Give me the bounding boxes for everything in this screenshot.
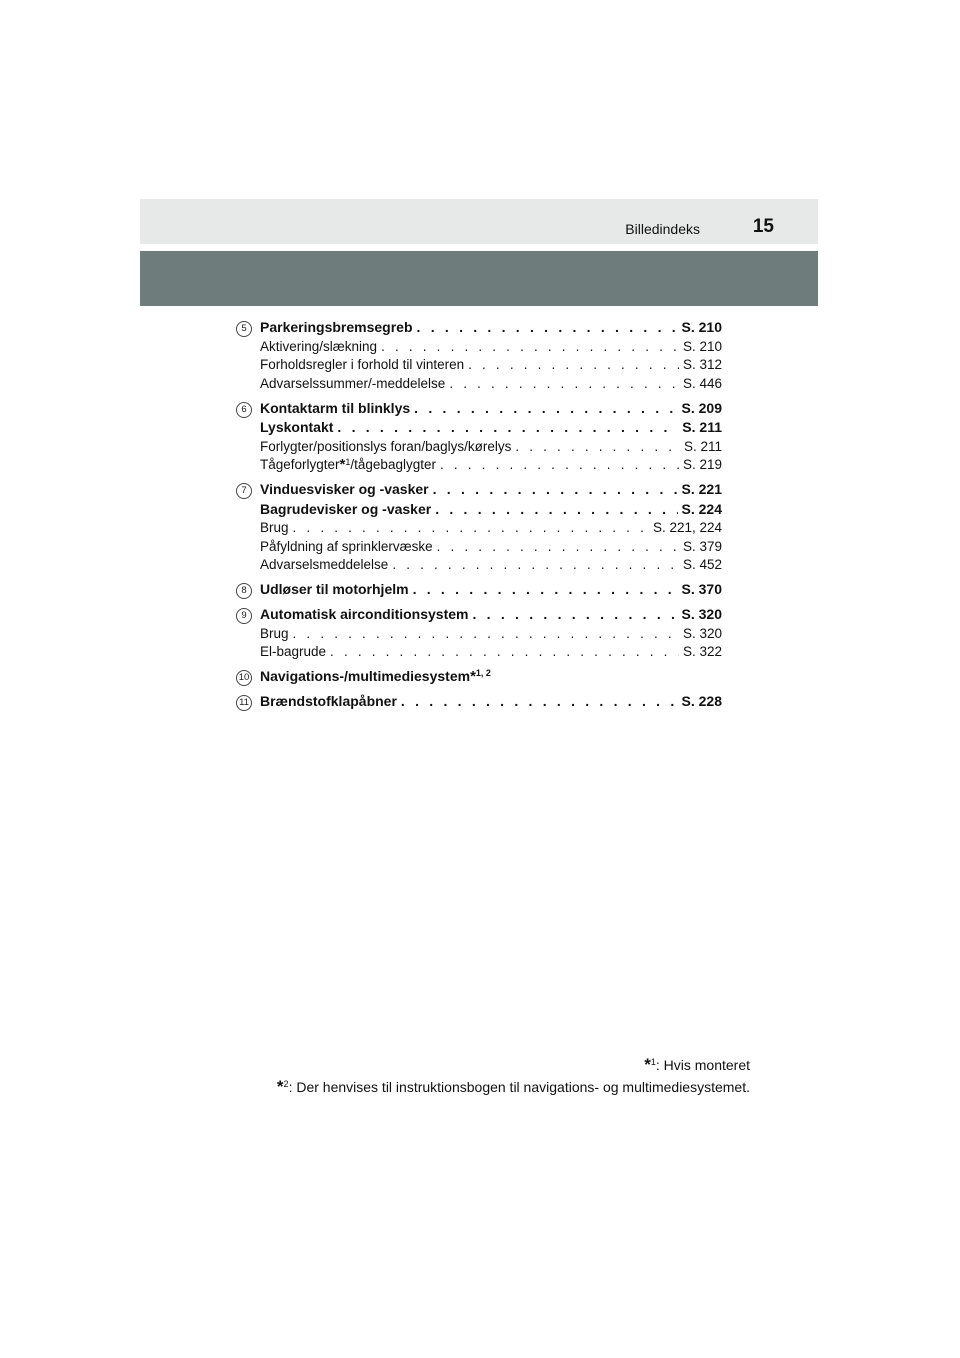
entry-label: [260, 625, 289, 644]
entry-label-text: Påfyldning af sprinklervæske: [260, 538, 433, 554]
page-reference[interactable]: S. 312: [682, 357, 722, 372]
page-reference[interactable]: S. 221: [681, 481, 722, 497]
footnote-mark: 2: [283, 1079, 289, 1089]
index-subentry[interactable]: [260, 556, 722, 575]
dot-leader: [392, 556, 679, 575]
index-subentry[interactable]: [260, 643, 722, 662]
page-reference[interactable]: S. 210: [681, 319, 722, 335]
index-group: [236, 605, 722, 662]
footnote-mark: 1, 2: [475, 668, 491, 678]
entry-label: [260, 538, 433, 557]
entry-label: [260, 318, 413, 338]
entry-label-text: Brændstofklapåbner: [260, 693, 397, 709]
dot-leader: [435, 500, 677, 520]
footnote-star: *: [644, 1055, 651, 1074]
index-entry[interactable]: [260, 667, 722, 687]
page-reference[interactable]: S. 370: [681, 581, 722, 597]
dot-leader: [293, 519, 649, 538]
footnote-mark: 1: [345, 457, 351, 467]
entry-label-text: Aktivering/slækning: [260, 338, 378, 354]
entry-label: [260, 438, 511, 457]
page-reference[interactable]: S. 320: [682, 625, 722, 641]
footnote-text: : Hvis monteret: [655, 1057, 750, 1073]
entry-label-text: Brug: [260, 520, 289, 535]
entry-label-text: Bagrudevisker og -vasker: [260, 500, 432, 517]
dot-leader: [417, 318, 678, 338]
entry-label: [260, 580, 409, 600]
item-number-badge: 6: [236, 402, 252, 418]
index-group: [236, 692, 722, 712]
entry-label-text: Forholdsregler i forhold til vinteren: [260, 357, 465, 372]
item-number-badge: 10: [236, 670, 252, 686]
page-number: 15: [752, 216, 774, 237]
index-group: [236, 580, 722, 600]
index-subentry[interactable]: [260, 625, 722, 644]
index-group: [236, 667, 722, 687]
entry-label: [260, 456, 436, 475]
index-group: [236, 480, 722, 575]
page-reference[interactable]: S. 209: [681, 399, 722, 416]
entry-label-text: Tågeforlygter: [260, 457, 340, 472]
page-reference[interactable]: S. 446: [682, 375, 722, 391]
dot-leader: [401, 692, 678, 712]
dot-leader: [468, 356, 679, 375]
index-entry[interactable]: [260, 692, 722, 712]
footnote: [277, 1076, 750, 1098]
dot-leader: [381, 338, 679, 357]
section-name: Billedindeks: [625, 221, 700, 237]
index-entry[interactable]: [260, 605, 722, 625]
entry-label-text: Vinduesvisker og -vasker: [260, 481, 429, 497]
footnote-star: *: [470, 668, 476, 685]
footnote-star: *: [339, 456, 346, 473]
section-banner: [140, 251, 818, 306]
index-group: [236, 318, 722, 393]
entry-label: [260, 556, 388, 575]
dot-leader: [413, 580, 678, 600]
entry-label-text: Forlygter/positionslys foran/baglys/kørelys: [260, 438, 512, 454]
page-reference[interactable]: S. 379: [682, 538, 722, 554]
entry-label: [260, 605, 469, 625]
entry-label-text: Brug: [260, 625, 289, 641]
dot-leader: [473, 605, 678, 625]
page-reference[interactable]: S. 221, 224: [652, 520, 722, 535]
page-reference[interactable]: S. 211: [682, 419, 722, 435]
page-reference[interactable]: S. 322: [682, 644, 722, 659]
page-reference[interactable]: S. 320: [681, 606, 722, 622]
entry-label-text: Advarselsmeddelelse: [260, 557, 389, 572]
entry-label: [260, 338, 377, 357]
index-subentry[interactable]: [260, 538, 722, 557]
page-reference[interactable]: S. 224: [681, 500, 722, 517]
index-subentry[interactable]: [260, 456, 722, 475]
entry-label: [260, 643, 326, 662]
page-reference[interactable]: S. 219: [682, 457, 722, 472]
header-band: [140, 199, 818, 244]
footnote: [277, 1054, 750, 1076]
entry-label-text: Lyskontakt: [260, 419, 334, 435]
dot-leader: [515, 438, 680, 457]
item-number-badge: 7: [236, 483, 252, 499]
entry-label: [260, 480, 429, 500]
entry-label-text: Automatisk airconditionsystem: [260, 606, 469, 622]
index-entry[interactable]: [260, 500, 722, 520]
entry-label-text: El-bagrude: [260, 644, 327, 659]
page-reference[interactable]: S. 211: [683, 438, 722, 454]
page-reference[interactable]: S. 228: [681, 693, 722, 709]
entry-label-text: Parkeringsbremsegreb: [260, 319, 413, 335]
index-entry[interactable]: [260, 418, 722, 438]
entry-label-text: Navigations-/multimediesystem: [260, 668, 471, 684]
index-subentry[interactable]: [260, 438, 722, 457]
footnote-star: *: [276, 1077, 284, 1096]
index-entry[interactable]: [260, 399, 722, 419]
entry-label: [260, 519, 289, 538]
entry-label: [260, 399, 410, 419]
item-number-badge: 11: [236, 695, 252, 711]
index-subentry[interactable]: [260, 519, 722, 538]
entry-label-text: Kontaktarm til blinklys: [260, 399, 411, 416]
entry-label: [260, 356, 464, 375]
index-entry[interactable]: [260, 480, 722, 500]
dot-leader: [414, 399, 677, 419]
dot-leader: [449, 375, 679, 394]
footnote-text: : Der henvises til instruktionsbogen til navigations- og multimediesystemet.: [288, 1079, 750, 1095]
footnote-mark: 1: [650, 1057, 656, 1067]
entry-label: [260, 375, 445, 394]
index-subentry[interactable]: [260, 356, 722, 375]
entry-label-text: Advarselssummer/-meddelelse: [260, 375, 446, 391]
index-group: [236, 399, 722, 475]
item-number-badge: 8: [236, 583, 252, 599]
dot-leader: [293, 625, 679, 644]
item-number-badge: 9: [236, 608, 252, 624]
index-entries: [236, 318, 722, 717]
entry-label: [260, 500, 431, 520]
dot-leader: [337, 418, 678, 438]
footnotes: [277, 1054, 750, 1098]
entry-label: [260, 418, 333, 438]
index-entry[interactable]: [260, 580, 722, 600]
entry-label: [260, 667, 491, 687]
page-reference[interactable]: S. 452: [682, 557, 722, 572]
index-subentry[interactable]: [260, 375, 722, 394]
dot-leader: [330, 643, 679, 662]
item-number-badge: 5: [236, 321, 252, 337]
dot-leader: [433, 480, 678, 500]
page-reference[interactable]: S. 210: [682, 338, 722, 354]
index-subentry[interactable]: [260, 338, 722, 357]
entry-label: [260, 692, 397, 712]
dot-leader: [437, 538, 679, 557]
index-entry[interactable]: [260, 318, 722, 338]
entry-label-suffix: /tågebaglygter: [350, 457, 436, 472]
entry-label-text: Udløser til motorhjelm: [260, 581, 409, 597]
dot-leader: [440, 456, 679, 475]
